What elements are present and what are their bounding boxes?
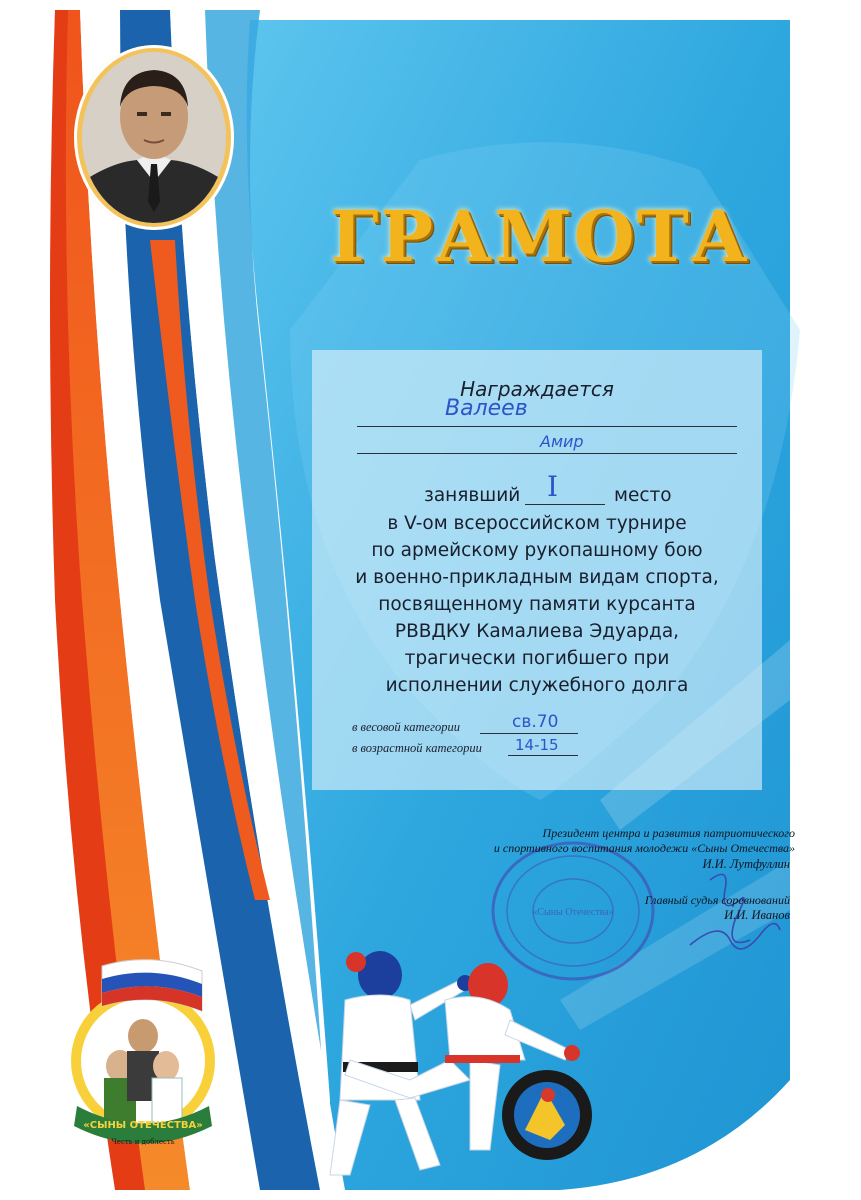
weight-category-label: в весовой категории [352, 720, 460, 734]
weight-category-value: св.70 [512, 712, 559, 732]
arb-emblem [502, 1070, 592, 1160]
body-line: и военно-прикладным видам спорта, [355, 567, 719, 588]
place-line [525, 504, 605, 505]
president-title-line1: Президент центра и развития патриотического [542, 826, 795, 840]
body-line: в V-ом всероссийском турнире [387, 513, 687, 534]
age-category-label: в возрастной категории [352, 741, 482, 755]
judge-title: Главный судья соревнований [644, 893, 790, 907]
first-name-line [357, 453, 737, 454]
age-line [508, 755, 578, 756]
weight-line [480, 733, 578, 734]
body-line: трагически погибшего при [404, 648, 670, 669]
body-line: по армейскому рукопашному бою [371, 540, 703, 561]
body-line: исполнении служебного долга [385, 675, 689, 696]
portrait-photo [82, 52, 226, 223]
age-category-value: 14-15 [515, 736, 559, 754]
place-value-handwritten: I [547, 470, 559, 503]
surname-line [357, 426, 737, 427]
first-name-handwritten: Амир [540, 432, 584, 451]
body-line: посвященному памяти курсанта [378, 594, 696, 615]
sons-of-fatherland-emblem [62, 956, 224, 1156]
certificate-title: ГРАМОТА [330, 195, 750, 278]
emblem-banner-text: «СЫНЫ ОТЕЧЕСТВА» [83, 1120, 203, 1131]
president-name: И.И. Лутфуллин [702, 857, 790, 871]
judge-name: И.И. Иванов [724, 908, 790, 922]
emblem-motto-text: Честь и доблесть [111, 1138, 175, 1146]
surname-handwritten: Валеев [445, 396, 528, 421]
awarded-label: Награждается [460, 377, 614, 401]
place-suffix: место [614, 485, 672, 506]
body-line: РВВДКУ Камалиева Эдуарда, [394, 621, 680, 642]
place-prefix: занявший [424, 485, 521, 506]
president-title-line2: и спортивного воспитания молодежи «Сыны Отечества» [493, 841, 795, 855]
stamp-center-text: «Сыны Отечества» [532, 907, 614, 918]
